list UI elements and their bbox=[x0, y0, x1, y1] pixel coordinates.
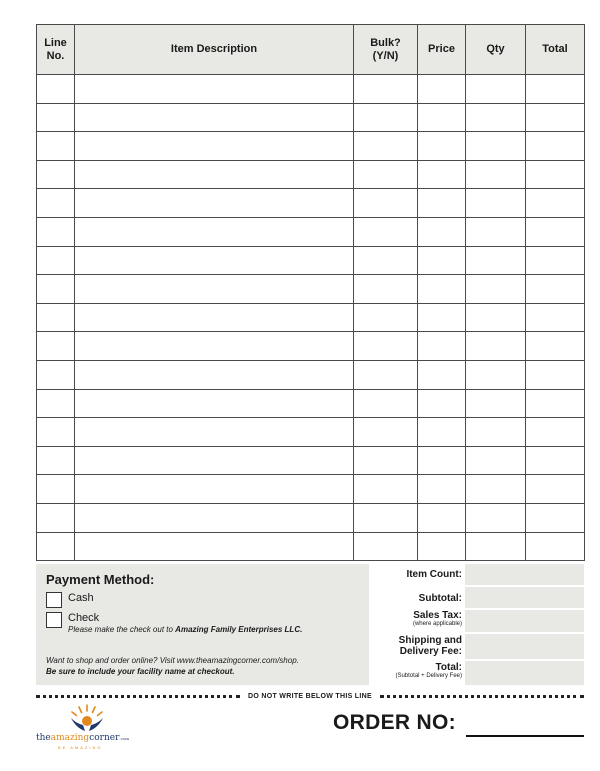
table-row bbox=[37, 360, 585, 389]
payment-option-check[interactable] bbox=[46, 612, 359, 635]
cell-total[interactable] bbox=[526, 189, 585, 218]
cell-qty[interactable] bbox=[466, 275, 526, 304]
cell-bulk[interactable] bbox=[354, 217, 418, 246]
cell-qty[interactable] bbox=[466, 189, 526, 218]
order-summary-panel bbox=[372, 564, 584, 685]
cut-dots-right bbox=[380, 695, 584, 698]
cell-item-description[interactable] bbox=[75, 332, 354, 361]
cell-line-no[interactable] bbox=[37, 275, 75, 304]
subtotal-field[interactable] bbox=[465, 587, 584, 608]
order-number-label: ORDER NO: bbox=[333, 711, 456, 734]
online-note-line2: Be sure to include your facility name at checkout. bbox=[46, 667, 235, 676]
cut-dots-left bbox=[36, 695, 240, 698]
payment-method-panel bbox=[36, 564, 369, 685]
online-note-line1: Want to shop and order online? Visit www.theamazingcorner.com/shop. bbox=[46, 656, 299, 665]
cell-item-description[interactable] bbox=[75, 360, 354, 389]
cell-item-description[interactable] bbox=[75, 132, 354, 161]
cell-line-no[interactable] bbox=[37, 418, 75, 447]
cell-bulk[interactable] bbox=[354, 360, 418, 389]
sales-tax-field[interactable] bbox=[465, 610, 584, 632]
cell-total[interactable] bbox=[526, 160, 585, 189]
cell-line-no[interactable] bbox=[37, 389, 75, 418]
table-row bbox=[37, 246, 585, 275]
cell-price[interactable] bbox=[418, 132, 466, 161]
cell-price[interactable] bbox=[418, 446, 466, 475]
cell-bulk[interactable] bbox=[354, 189, 418, 218]
cell-price[interactable] bbox=[418, 303, 466, 332]
cell-total[interactable] bbox=[526, 75, 585, 104]
sales-tax-row bbox=[372, 610, 584, 632]
table-row bbox=[37, 275, 585, 304]
cell-qty[interactable] bbox=[466, 532, 526, 561]
cell-price[interactable] bbox=[418, 360, 466, 389]
cell-qty[interactable] bbox=[466, 475, 526, 504]
cash-label: Cash bbox=[68, 592, 94, 604]
cell-price[interactable] bbox=[418, 75, 466, 104]
payment-method-title: Payment Method: bbox=[46, 572, 155, 587]
cell-line-no[interactable] bbox=[37, 503, 75, 532]
cell-total[interactable] bbox=[526, 275, 585, 304]
header-bulk: Bulk? (Y/N) bbox=[354, 25, 418, 75]
cell-bulk[interactable] bbox=[354, 332, 418, 361]
table-row bbox=[37, 132, 585, 161]
cell-bulk[interactable] bbox=[354, 475, 418, 504]
check-checkbox[interactable] bbox=[46, 612, 62, 628]
cell-qty[interactable] bbox=[466, 332, 526, 361]
cell-price[interactable] bbox=[418, 503, 466, 532]
order-items-table bbox=[36, 24, 585, 561]
cell-qty[interactable] bbox=[466, 132, 526, 161]
item-count-label: Item Count: bbox=[406, 569, 462, 580]
cell-bulk[interactable] bbox=[354, 132, 418, 161]
cash-checkbox[interactable] bbox=[46, 592, 62, 608]
total-note: (Subtotal + Delivery Fee) bbox=[395, 673, 462, 679]
cell-qty[interactable] bbox=[466, 360, 526, 389]
sunrise-hands-icon bbox=[62, 702, 112, 734]
cell-qty[interactable] bbox=[466, 503, 526, 532]
cell-line-no[interactable] bbox=[37, 103, 75, 132]
cell-qty[interactable] bbox=[466, 160, 526, 189]
cell-qty[interactable] bbox=[466, 103, 526, 132]
cell-item-description[interactable] bbox=[75, 475, 354, 504]
cell-bulk[interactable] bbox=[354, 446, 418, 475]
cell-qty[interactable] bbox=[466, 389, 526, 418]
table-row bbox=[37, 446, 585, 475]
cell-price[interactable] bbox=[418, 275, 466, 304]
cell-bulk[interactable] bbox=[354, 389, 418, 418]
check-note-prefix: Please make the check out to bbox=[68, 625, 176, 634]
cell-item-description[interactable] bbox=[75, 303, 354, 332]
total-row bbox=[372, 661, 584, 685]
cell-price[interactable] bbox=[418, 332, 466, 361]
order-number-field[interactable] bbox=[466, 735, 584, 737]
cell-bulk[interactable] bbox=[354, 303, 418, 332]
cell-total[interactable] bbox=[526, 303, 585, 332]
header-total: Total bbox=[526, 25, 585, 75]
cell-item-description[interactable] bbox=[75, 160, 354, 189]
table-row bbox=[37, 160, 585, 189]
cell-item-description[interactable] bbox=[75, 275, 354, 304]
cell-item-description[interactable] bbox=[75, 246, 354, 275]
cell-total[interactable] bbox=[526, 132, 585, 161]
header-item-description: Item Description bbox=[75, 25, 354, 75]
table-row bbox=[37, 217, 585, 246]
cell-price[interactable] bbox=[418, 532, 466, 561]
cell-line-no[interactable] bbox=[37, 532, 75, 561]
cut-line bbox=[36, 690, 584, 702]
cell-bulk[interactable] bbox=[354, 532, 418, 561]
cell-qty[interactable] bbox=[466, 217, 526, 246]
cell-price[interactable] bbox=[418, 475, 466, 504]
cell-line-no[interactable] bbox=[37, 475, 75, 504]
shipping-row bbox=[372, 634, 584, 659]
cell-bulk[interactable] bbox=[354, 418, 418, 447]
item-count-row bbox=[372, 564, 584, 585]
cell-bulk[interactable] bbox=[354, 103, 418, 132]
cell-item-description[interactable] bbox=[75, 189, 354, 218]
cell-total[interactable] bbox=[526, 103, 585, 132]
check-payee: Amazing Family Enterprises LLC. bbox=[175, 625, 303, 634]
amazing-corner-logo bbox=[36, 702, 136, 752]
cell-price[interactable] bbox=[418, 103, 466, 132]
cell-line-no[interactable] bbox=[37, 132, 75, 161]
subtotal-row bbox=[372, 587, 584, 608]
logo-tagline: BE AMAZING bbox=[58, 745, 103, 750]
sales-tax-label: Sales Tax: (where applicable) bbox=[372, 610, 462, 628]
header-price: Price bbox=[418, 25, 466, 75]
shipping-label: Shipping and Delivery Fee: bbox=[398, 635, 462, 657]
cell-line-no[interactable] bbox=[37, 217, 75, 246]
cell-price[interactable] bbox=[418, 246, 466, 275]
cell-total[interactable] bbox=[526, 418, 585, 447]
cell-item-description[interactable] bbox=[75, 446, 354, 475]
payment-option-cash[interactable] bbox=[46, 592, 359, 608]
cell-item-description[interactable] bbox=[75, 418, 354, 447]
logo-wordmark: theamazingcorner.com bbox=[36, 733, 130, 743]
cell-line-no[interactable] bbox=[37, 189, 75, 218]
cell-total[interactable] bbox=[526, 332, 585, 361]
cell-line-no[interactable] bbox=[37, 446, 75, 475]
cell-total[interactable] bbox=[526, 360, 585, 389]
table-row bbox=[37, 189, 585, 218]
table-row bbox=[37, 418, 585, 447]
cell-item-description[interactable] bbox=[75, 532, 354, 561]
cell-price[interactable] bbox=[418, 160, 466, 189]
cell-item-description[interactable] bbox=[75, 217, 354, 246]
item-count-field[interactable] bbox=[465, 564, 584, 585]
cell-item-description[interactable] bbox=[75, 503, 354, 532]
cell-total[interactable] bbox=[526, 475, 585, 504]
cell-total[interactable] bbox=[526, 389, 585, 418]
cell-total[interactable] bbox=[526, 503, 585, 532]
cell-price[interactable] bbox=[418, 418, 466, 447]
table-row bbox=[37, 532, 585, 561]
cell-item-description[interactable] bbox=[75, 103, 354, 132]
cell-line-no[interactable] bbox=[37, 332, 75, 361]
cell-price[interactable] bbox=[418, 389, 466, 418]
table-row bbox=[37, 332, 585, 361]
cell-total[interactable] bbox=[526, 446, 585, 475]
table-row bbox=[37, 475, 585, 504]
cell-bulk[interactable] bbox=[354, 246, 418, 275]
table-header-row bbox=[37, 25, 585, 75]
cell-line-no[interactable] bbox=[37, 303, 75, 332]
total-label: Total: (Subtotal + Delivery Fee) bbox=[372, 662, 462, 680]
cell-line-no[interactable] bbox=[37, 160, 75, 189]
cell-price[interactable] bbox=[418, 189, 466, 218]
table-row bbox=[37, 503, 585, 532]
check-payee-note bbox=[68, 625, 302, 635]
table-row bbox=[37, 103, 585, 132]
cell-qty[interactable] bbox=[466, 418, 526, 447]
cell-line-no[interactable] bbox=[37, 246, 75, 275]
cell-line-no[interactable] bbox=[37, 75, 75, 104]
cell-item-description[interactable] bbox=[75, 389, 354, 418]
cell-total[interactable] bbox=[526, 217, 585, 246]
table-row bbox=[37, 389, 585, 418]
shipping-field[interactable] bbox=[465, 634, 584, 659]
sales-tax-note: (where applicable) bbox=[412, 621, 462, 627]
cell-qty[interactable] bbox=[466, 446, 526, 475]
cell-price[interactable] bbox=[418, 217, 466, 246]
cut-line-text: DO NOT WRITE BELOW THIS LINE bbox=[248, 692, 372, 700]
subtotal-label: Subtotal: bbox=[418, 593, 462, 604]
cell-line-no[interactable] bbox=[37, 360, 75, 389]
cell-qty[interactable] bbox=[466, 75, 526, 104]
cell-total[interactable] bbox=[526, 246, 585, 275]
cell-qty[interactable] bbox=[466, 303, 526, 332]
online-order-note bbox=[46, 655, 299, 677]
cell-bulk[interactable] bbox=[354, 160, 418, 189]
cell-qty[interactable] bbox=[466, 246, 526, 275]
table-row bbox=[37, 75, 585, 104]
table-row bbox=[37, 303, 585, 332]
cell-item-description[interactable] bbox=[75, 75, 354, 104]
cell-bulk[interactable] bbox=[354, 275, 418, 304]
header-qty: Qty bbox=[466, 25, 526, 75]
cell-bulk[interactable] bbox=[354, 75, 418, 104]
header-line-no: Line No. bbox=[37, 25, 75, 75]
total-field[interactable] bbox=[465, 661, 584, 685]
cell-total[interactable] bbox=[526, 532, 585, 561]
cell-bulk[interactable] bbox=[354, 503, 418, 532]
check-label: Check bbox=[68, 612, 100, 624]
